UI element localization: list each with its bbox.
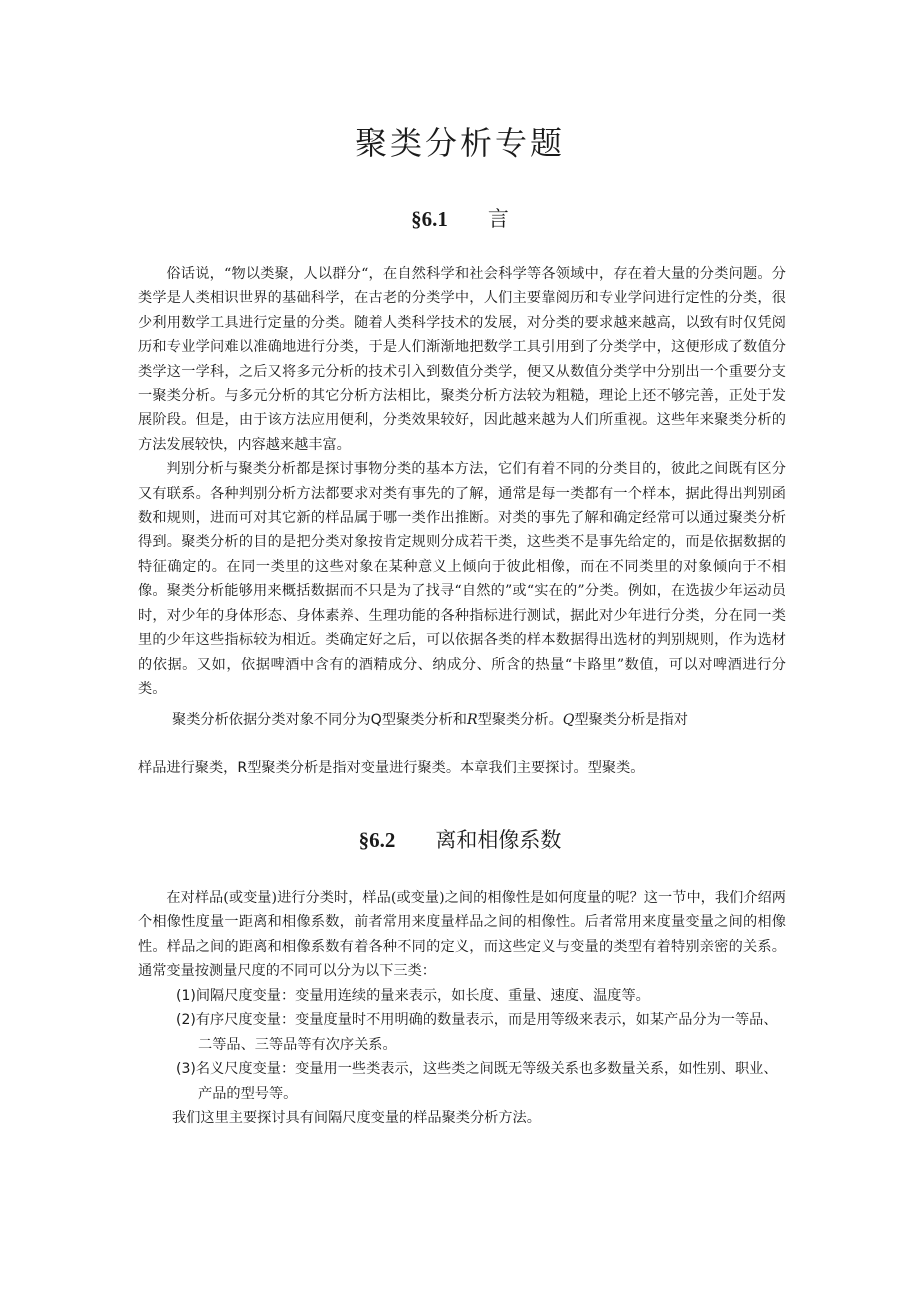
paragraph: 俗话说，“物以类聚，人以群分“，在自然科学和社会科学等各领域中，存在着大量的分类问题。分类学是人类相识世界的基础科学，在古老的分类学中，人们主要靠阅历和专业学问进行定性的分类，很少利用数学工具进行定量的分类。随着人类科学技术的发展，对分类的要求越来越高，以致有时仅凭阅历和专业学问难以准确地进行分类，于是人们渐渐地把数学工具引用到了分类学中，这便形成了数值分类学这一学科，之后又将多元分析的技术引入到数值分类学，便又从数值分类学中分别出一个重要分支一聚类分析。与多元分析的其它分析方法相比，聚类分析方法较为粗糙，理论上还不够完善，正处于发展阶段。但是，由于该方法应用便利，分类效果较好，因此越来越为人们所重视。这些年来聚类分析的方法发展较快，内容越来越丰富。 — [138, 266, 786, 453]
section-heading-6-2 — [0, 824, 920, 854]
section-number: §6.2 — [358, 828, 396, 852]
paragraph-line: 聚类分析依据分类对象不同分为Q型聚类分析和R型聚类分析。Q型聚类分析是指对 — [172, 712, 688, 728]
section-title: 离和相像系数 — [435, 828, 562, 852]
section-number: §6.1 — [411, 207, 448, 231]
section-6-1-body — [138, 262, 786, 701]
list-item: (2)有序尺度变量：变量度量时不用明确的数量表示，而是用等级来表示，如某产品分为一等品、二等品、三等品等有次序关系。 — [176, 1012, 778, 1053]
list-item: (1)间隔尺度变量：变量用连续的量来表示，如长度、重量、速度、温度等。 — [176, 988, 650, 1004]
paragraph-line: 样品进行聚类，R型聚类分析是指对变量进行聚类。本章我们主要探讨。型聚类。 — [138, 760, 645, 776]
section-6-2-intro — [138, 886, 786, 984]
list-item: (3)名义尺度变量：变量用一些类表示，这些类之间既无等级关系也多数量关系，如性别、职业、产品的型号等。 — [176, 1061, 778, 1102]
section-heading-6-1 — [0, 203, 920, 233]
document-title: 聚类分析专题 — [354, 124, 565, 162]
closing-line: 我们这里主要探讨具有间隔尺度变量的样品聚类分析方法。 — [172, 1110, 541, 1126]
paragraph: 在对样品(或变量)进行分类时，样品(或变量)之间的相像性是如何度量的呢？这一节中，我们介绍两个相像性度量一距离和相像系数，前者常用来度量样品之间的相像性。后者常用来度量变量之间的相像性。样品之间的距离和相像系数有着各种不同的定义，而这些定义与变量的类型有着特别亲密的关系。通常变量按测量尺度的不同可以分为以下三类： — [138, 890, 786, 980]
paragraph: 判别分析与聚类分析都是探讨事物分类的基本方法，它们有着不同的分类目的，彼此之间既有区分又有联系。各种判别分析方法都要求对类有事先的了解，通常是每一类都有一个样本，据此得出判别函数和规则，进而可对其它新的样品属于哪一类作出推断。对类的事先了解和确定经常可以通过聚类分析得到。聚类分析的目的是把分类对象按肯定规则分成若干类，这些类不是事先给定的，而是依据数据的特征确定的。在同一类里的这些对象在某种意义上倾向于彼此相像，而在不同类里的对象倾向于不相像。聚类分析能够用来概括数据而不只是为了找寻“自然的”或“实在的”分类。例如，在选拔少年运动员时，对少年的身体形态、身体素养、生理功能的各种指标进行测试，据此对少年进行分类，分在同一类里的少年这些指标较为相近。类确定好之后，可以依据各类的样本数据得出选材的判别规则，作为选材的依据。又如，依据啤酒中含有的酒精成分、纳成分、所含的热量“卡路里”数值，可以对啤酒进行分类。 — [138, 461, 786, 697]
variable-type-list — [138, 984, 786, 1106]
section-title: 言 — [487, 207, 509, 231]
